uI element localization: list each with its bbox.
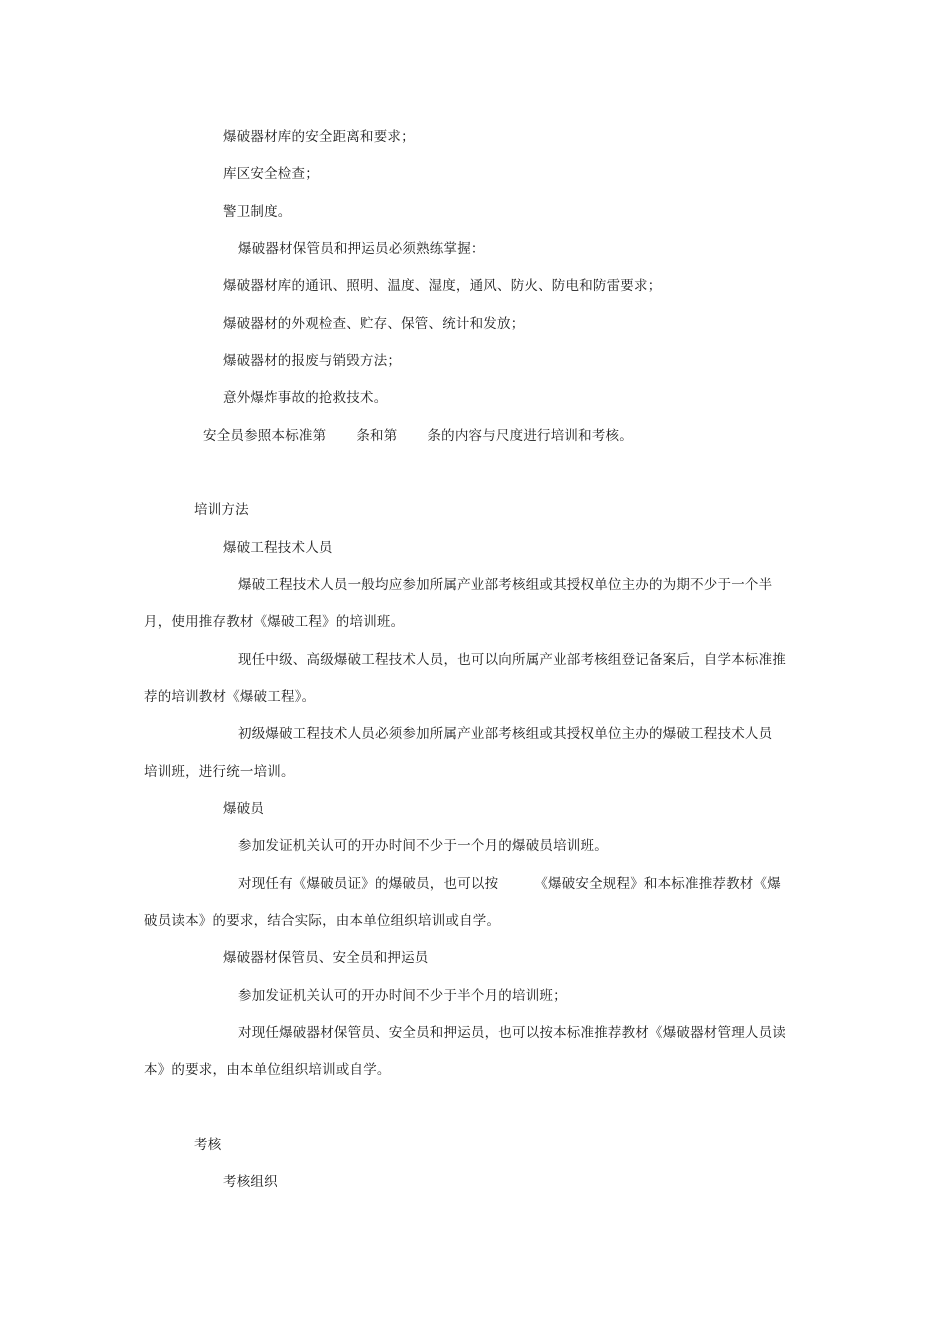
blasters-p2-part-b: 《爆破安全规程》和本标准推荐教材《爆 xyxy=(534,876,781,892)
keeper-item-3: 爆破器材的报废与销毁方法； xyxy=(223,353,402,369)
storage-item-2: 库区安全检查； xyxy=(223,166,319,182)
safety-line-part1: 安全员参照本标准第 xyxy=(203,428,327,444)
keeper-item-1: 爆破器材库的通讯、照明、温度、湿度，通风、防火、防电和防雷要求； xyxy=(223,278,662,294)
engineers-p3-line1: 初级爆破工程技术人员必须参加所属产业部考核组或其授权单位主办的爆破工程技术人员 xyxy=(238,726,773,742)
engineers-p1-line2: 月，使用推存教材《爆破工程》的培训班。 xyxy=(144,614,405,630)
engineers-p1-line1: 爆破工程技术人员一般均应参加所属产业部考核组或其授权单位主办的为期不少于一个半 xyxy=(238,577,773,593)
storage-item-3: 警卫制度。 xyxy=(223,204,292,220)
blasters-p1: 参加发证机关认可的开办时间不少于一个月的爆破员培训班。 xyxy=(238,838,608,854)
assessment-heading: 考核 xyxy=(194,1137,222,1153)
engineers-p3-line2: 培训班，进行统一培训。 xyxy=(144,764,295,780)
blasters-heading: 爆破员 xyxy=(223,801,265,817)
keepers-p1: 参加发证机关认可的开办时间不少于半个月的培训班； xyxy=(238,988,567,1004)
blasters-p2-line1 xyxy=(238,875,781,893)
keeper-item-2: 爆破器材的外观检查、贮存、保管、统计和发放； xyxy=(223,316,525,332)
keepers-p2-line2: 本》的要求，由本单位组织培训或自学。 xyxy=(144,1062,391,1078)
engineers-p2-line2: 荐的培训教材《爆破工程》。 xyxy=(144,689,316,705)
keeper-intro: 爆破器材保管员和押运员必须熟练掌握： xyxy=(238,241,485,257)
blasters-p2-part-a: 对现任有《爆破员证》的爆破员，也可以按 xyxy=(238,876,499,892)
safety-line-part2: 条和第 xyxy=(356,428,398,444)
keepers-p2-line1: 对现任爆破器材保管员、安全员和押运员，也可以按本标准推荐教材《爆破器材管理人员读 xyxy=(238,1025,786,1041)
training-heading: 培训方法 xyxy=(194,502,249,518)
engineers-p2-line1: 现任中级、高级爆破工程技术人员，也可以向所属产业部考核组登记备案后，自学本标准推 xyxy=(238,652,786,668)
storage-item-1: 爆破器材库的安全距离和要求； xyxy=(223,129,415,145)
assessment-sub-heading: 考核组织 xyxy=(223,1174,278,1190)
keeper-item-4: 意外爆炸事故的抢救技术。 xyxy=(223,390,388,406)
keepers-heading: 爆破器材保管员、安全员和押运员 xyxy=(223,950,429,966)
safety-officer-line xyxy=(203,427,633,445)
engineers-heading: 爆破工程技术人员 xyxy=(223,540,333,556)
blasters-p2-line2: 破员读本》的要求，结合实际，由本单位组织培训或自学。 xyxy=(144,913,501,929)
safety-line-part3: 条的内容与尺度进行培训和考核。 xyxy=(427,428,633,444)
